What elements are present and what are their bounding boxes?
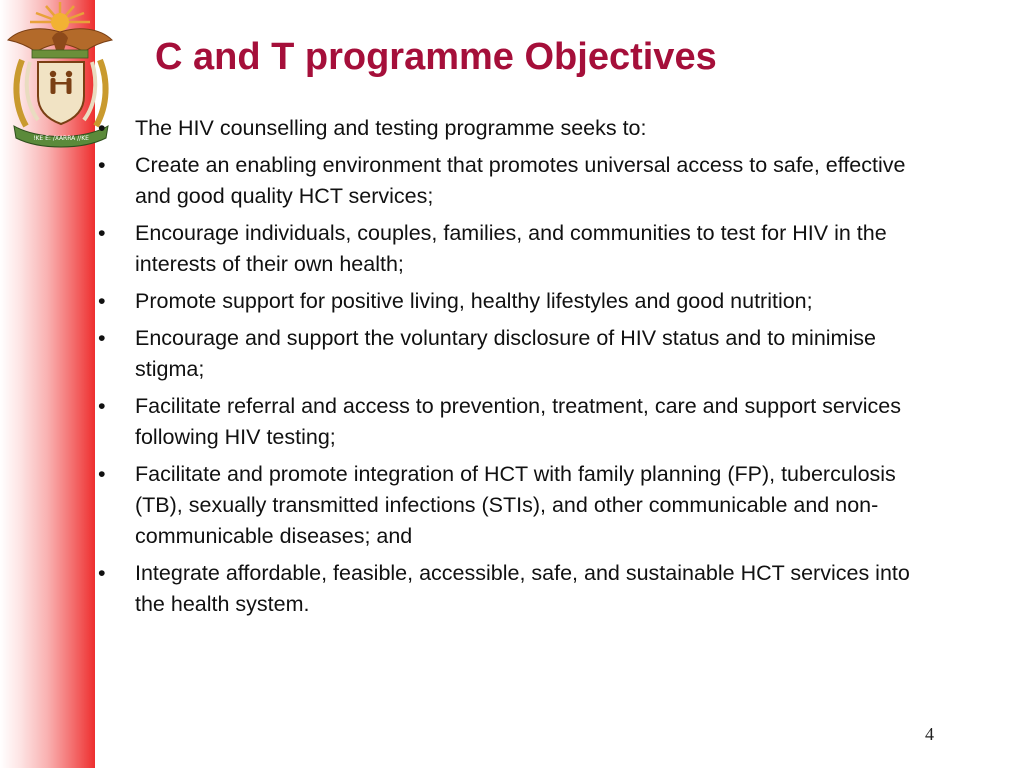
- bullet-icon: •: [98, 153, 106, 177]
- list-item: [98, 323, 928, 385]
- list-item-text: Integrate affordable, feasible, accessible, safe, and sustainable HCT services into the health system.: [135, 561, 910, 616]
- bullet-icon: •: [98, 289, 106, 313]
- list-item-text: Promote support for positive living, healthy lifestyles and good nutrition;: [135, 289, 813, 313]
- bullet-icon: •: [98, 462, 106, 486]
- list-item-text: Create an enabling environment that promotes universal access to safe, effective and good quality HCT services;: [135, 153, 906, 208]
- list-item: [98, 286, 928, 317]
- list-item-text: Encourage individuals, couples, families, and communities to test for HIV in the interests of their own health;: [135, 221, 887, 276]
- page-number: 4: [925, 724, 934, 744]
- emblem-motto: !KE E: /XARRA //KE: [33, 135, 89, 142]
- bullet-icon: •: [98, 561, 106, 585]
- list-item: [98, 113, 928, 144]
- list-item: [98, 391, 928, 453]
- list-item-text: Encourage and support the voluntary disclosure of HIV status and to minimise stigma;: [135, 326, 876, 381]
- list-item-text: The HIV counselling and testing programme seeks to:: [135, 116, 647, 140]
- bullet-icon: •: [98, 326, 106, 350]
- list-item: [98, 459, 928, 552]
- slide-title: C and T programme Objectives: [155, 36, 717, 78]
- bullet-icon: •: [98, 116, 106, 140]
- list-item-text: Facilitate referral and access to prevention, treatment, care and support services following HIV testing;: [135, 394, 902, 449]
- list-item-text: Facilitate and promote integration of HCT with family planning (FP), tuberculosis (TB), sexually transmitted infections (STIs), and other communicable and non-communicable diseases; and: [135, 462, 896, 548]
- list-item: [98, 218, 928, 280]
- list-item: [98, 558, 928, 620]
- bullet-icon: •: [98, 221, 106, 245]
- list-item: [98, 150, 928, 212]
- objectives-list: [98, 113, 928, 626]
- bullet-icon: •: [98, 394, 106, 418]
